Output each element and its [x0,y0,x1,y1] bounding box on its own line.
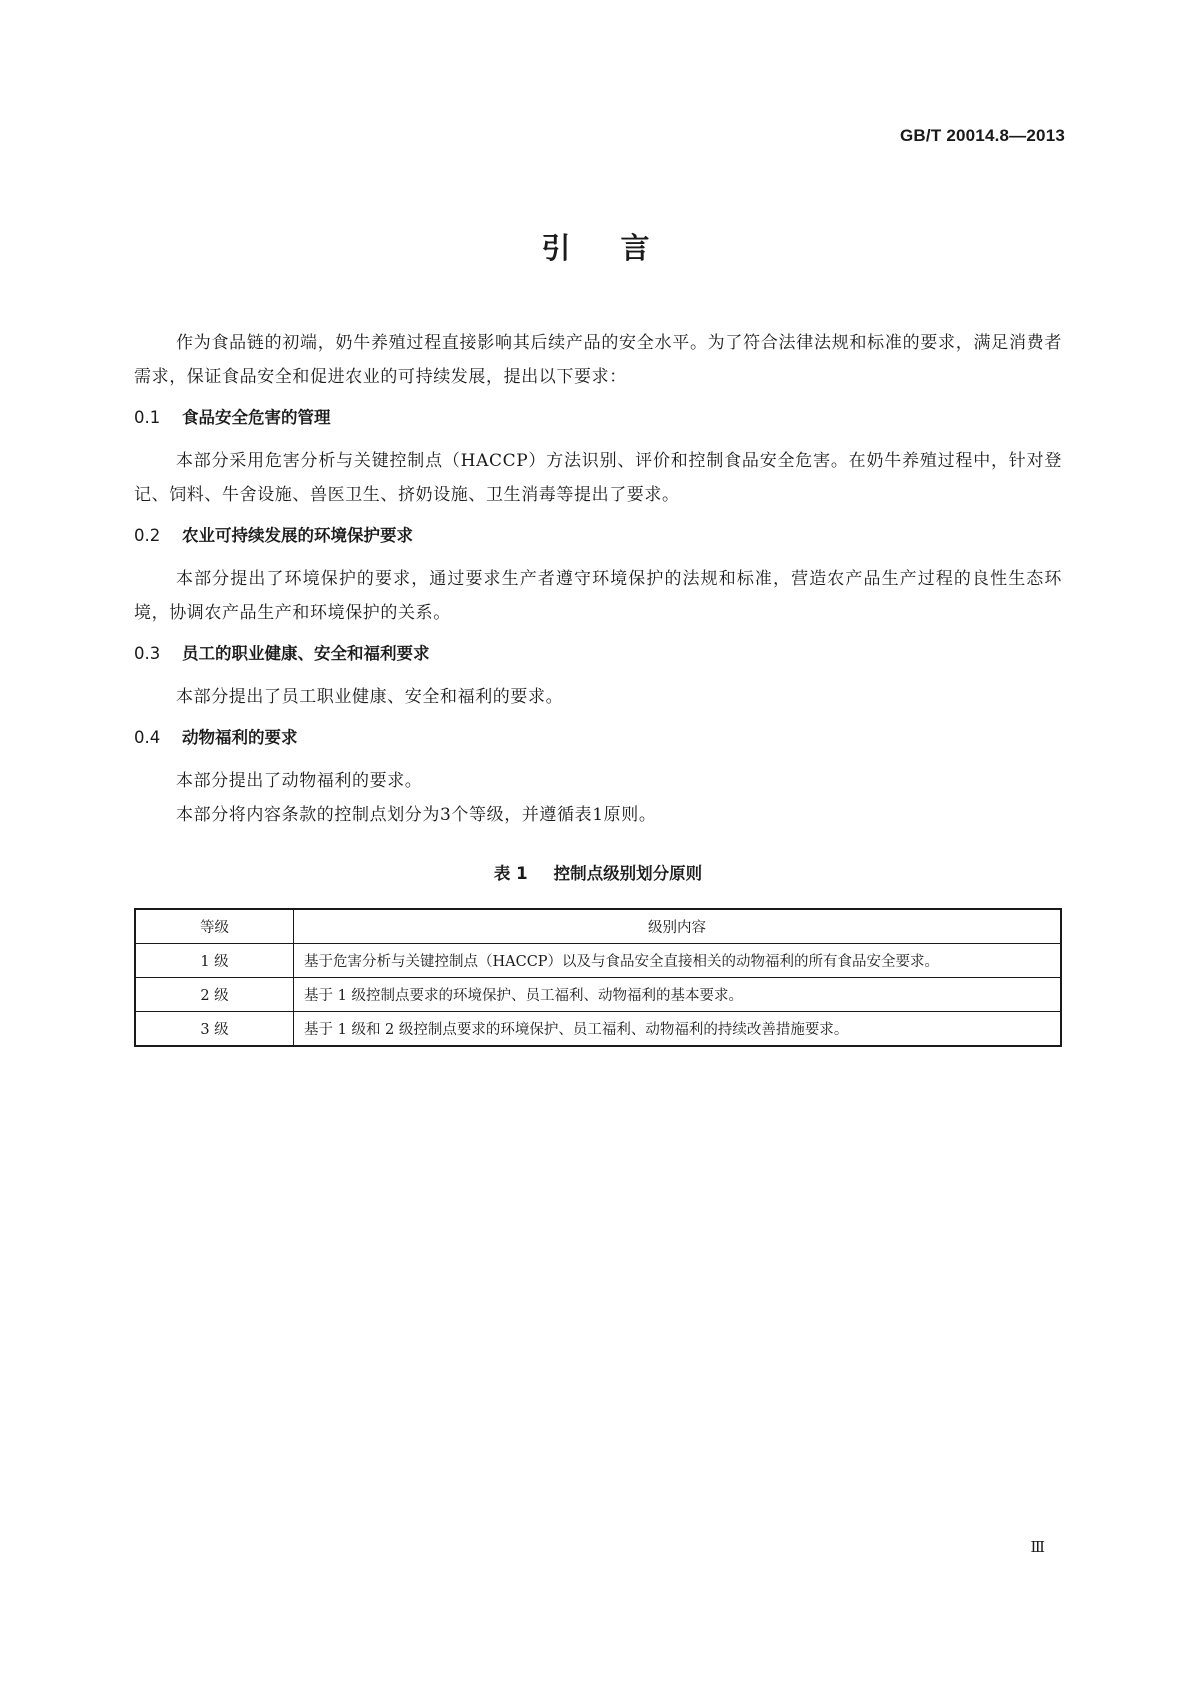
table-caption [134,862,1062,886]
section-number: 0.2 [134,526,161,545]
table-caption-text: 控制点级别划分原则 [553,864,703,883]
document-body [134,326,1062,1047]
section-heading-0-3 [134,642,1062,666]
section-title: 农业可持续发展的环境保护要求 [182,526,413,545]
section-0-3-paragraph: 本部分提出了员工职业健康、安全和福利的要求。 [176,687,564,707]
table-row [135,1012,1061,1047]
section-number: 0.4 [134,728,161,747]
section-0-2-paragraph: 本部分提出了环境保护的要求，通过要求生产者遵守环境保护的法规和标准，营造农产品生产过程的良性生态环境，协调农产品生产和环境保护的关系。 [134,569,1062,623]
table-cell-content: 基于 1 级和 2 级控制点要求的环境保护、员工福利、动物福利的持续改善措施要求。 [294,1012,1062,1047]
section-title: 员工的职业健康、安全和福利要求 [182,644,430,663]
table-header-content: 级别内容 [294,909,1062,944]
section-heading-0-2 [134,524,1062,548]
table-cell-level: 1 级 [135,944,294,978]
section-number: 0.3 [134,644,161,663]
table-header-level: 等级 [135,909,294,944]
section-title: 动物福利的要求 [182,728,298,747]
page-title: 引言 [541,231,700,265]
section-heading-0-1 [134,406,1062,430]
section-title: 食品安全危害的管理 [182,408,331,427]
section-0-1-paragraph: 本部分采用危害分析与关键控制点（HACCP）方法识别、评价和控制食品安全危害。在奶牛养殖过程中，针对登记、饲料、牛舍设施、兽医卫生、挤奶设施、卫生消毒等提出了要求。 [134,451,1062,505]
table-number: 表 1 [493,864,528,883]
table-cell-level: 2 级 [135,978,294,1012]
control-point-level-table [134,908,1062,1047]
section-0-4-paragraph: 本部分提出了动物福利的要求。 [176,771,423,791]
section-0-4-paragraph-2: 本部分将内容条款的控制点划分为3个等级，并遵循表1原则。 [176,805,657,825]
table-cell-level: 3 级 [135,1012,294,1047]
intro-paragraph: 作为食品链的初端，奶牛养殖过程直接影响其后续产品的安全水平。为了符合法律法规和标准的要求，满足消费者需求，保证食品安全和促进农业的可持续发展，提出以下要求： [134,333,1062,387]
table-cell-content: 基于危害分析与关键控制点（HACCP）以及与食品安全直接相关的动物福利的所有食品安全要求。 [294,944,1062,978]
standard-code: GB/T 20014.8—2013 [900,126,1065,145]
section-number: 0.1 [134,408,161,427]
table-cell-content: 基于 1 级控制点要求的环境保护、员工福利、动物福利的基本要求。 [294,978,1062,1012]
page-number: Ⅲ [1030,1538,1045,1556]
table-row [135,944,1061,978]
section-heading-0-4 [134,726,1062,750]
table-header-row [135,909,1061,944]
table-row [135,978,1061,1012]
